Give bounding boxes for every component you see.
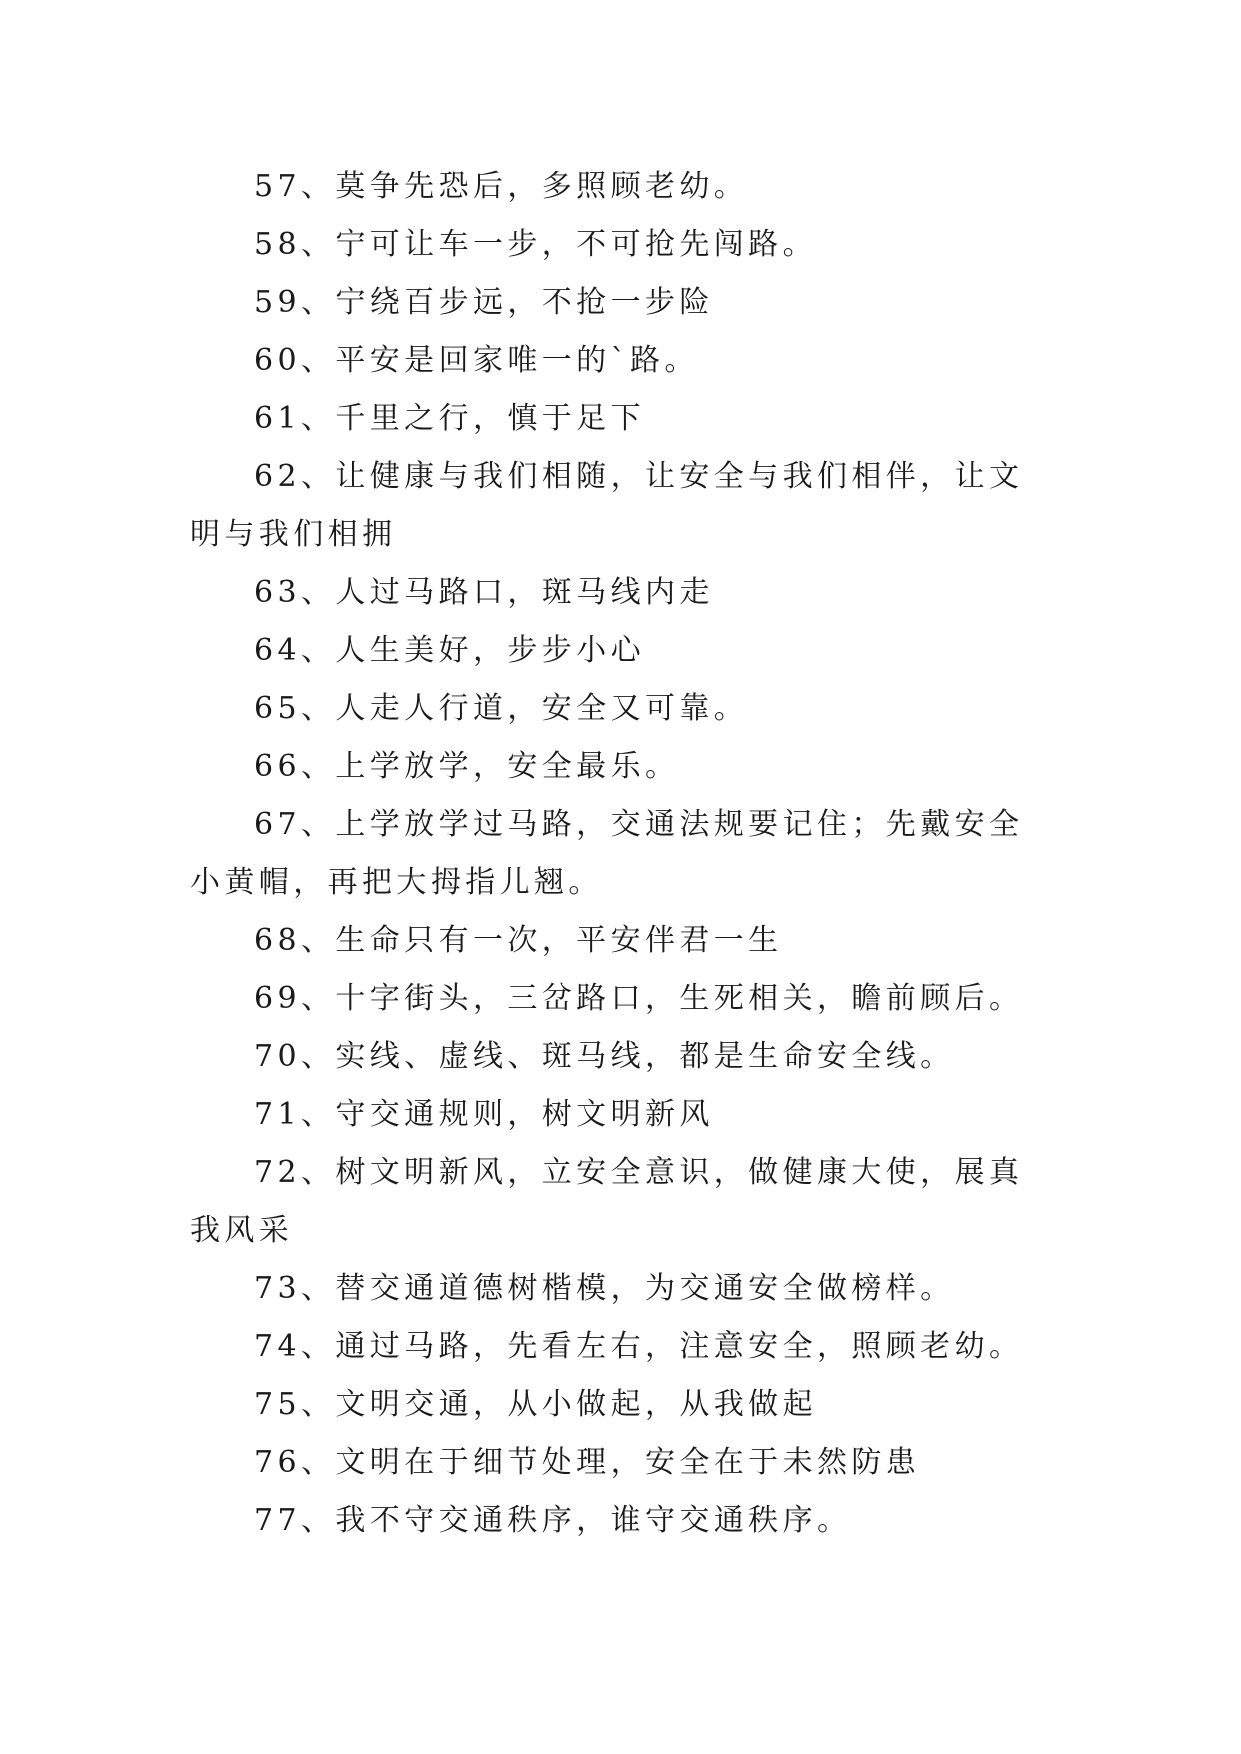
- list-item: 60、平安是回家唯一的`路。: [254, 343, 699, 378]
- list-item: 66、上学放学，安全最乐。: [254, 749, 680, 784]
- list-item: 62、让健康与我们相随，让安全与我们相伴，让文明与我们相拥: [190, 459, 1024, 552]
- list-item: 73、替交通道德树楷模，为交通安全做榜样。: [254, 1271, 955, 1306]
- list-item: 75、文明交通，从小做起，从我做起: [254, 1387, 817, 1422]
- list-item: 68、生命只有一次，平安伴君一生: [254, 923, 783, 958]
- list-item: 77、我不守交通秩序，谁守交通秩序。: [254, 1503, 852, 1538]
- list-item: 59、宁绕百步远，不抢一步险: [254, 285, 714, 320]
- list-item: 58、宁可让车一步，不可抢先闯路。: [254, 227, 817, 262]
- list-item: 63、人过马路口，斑马线内走: [254, 575, 714, 610]
- list-item: 72、树文明新风，立安全意识，做健康大使，展真我风采: [190, 1155, 1024, 1248]
- list-item: 65、人走人行道，安全又可靠。: [254, 691, 749, 726]
- list-item: 57、莫争先恐后，多照顾老幼。: [254, 169, 749, 204]
- list-item: 61、千里之行，慎于足下: [254, 401, 645, 436]
- list-item: 67、上学放学过马路，交通法规要记住；先戴安全小黄帽，再把大拇指儿翘。: [190, 807, 1024, 900]
- list-item: 74、通过马路，先看左右，注意安全，照顾老幼。: [254, 1329, 1024, 1364]
- list-item: 70、实线、虚线、斑马线，都是生命安全线。: [254, 1039, 955, 1074]
- list-item: 69、十字街头，三岔路口，生死相关，瞻前顾后。: [254, 981, 1024, 1016]
- slogan-list: [190, 158, 1050, 1550]
- list-item: 64、人生美好，步步小心: [254, 633, 645, 668]
- list-item: 71、守交通规则，树文明新风: [254, 1097, 714, 1132]
- list-item: 76、文明在于细节处理，安全在于未然防患: [254, 1445, 921, 1480]
